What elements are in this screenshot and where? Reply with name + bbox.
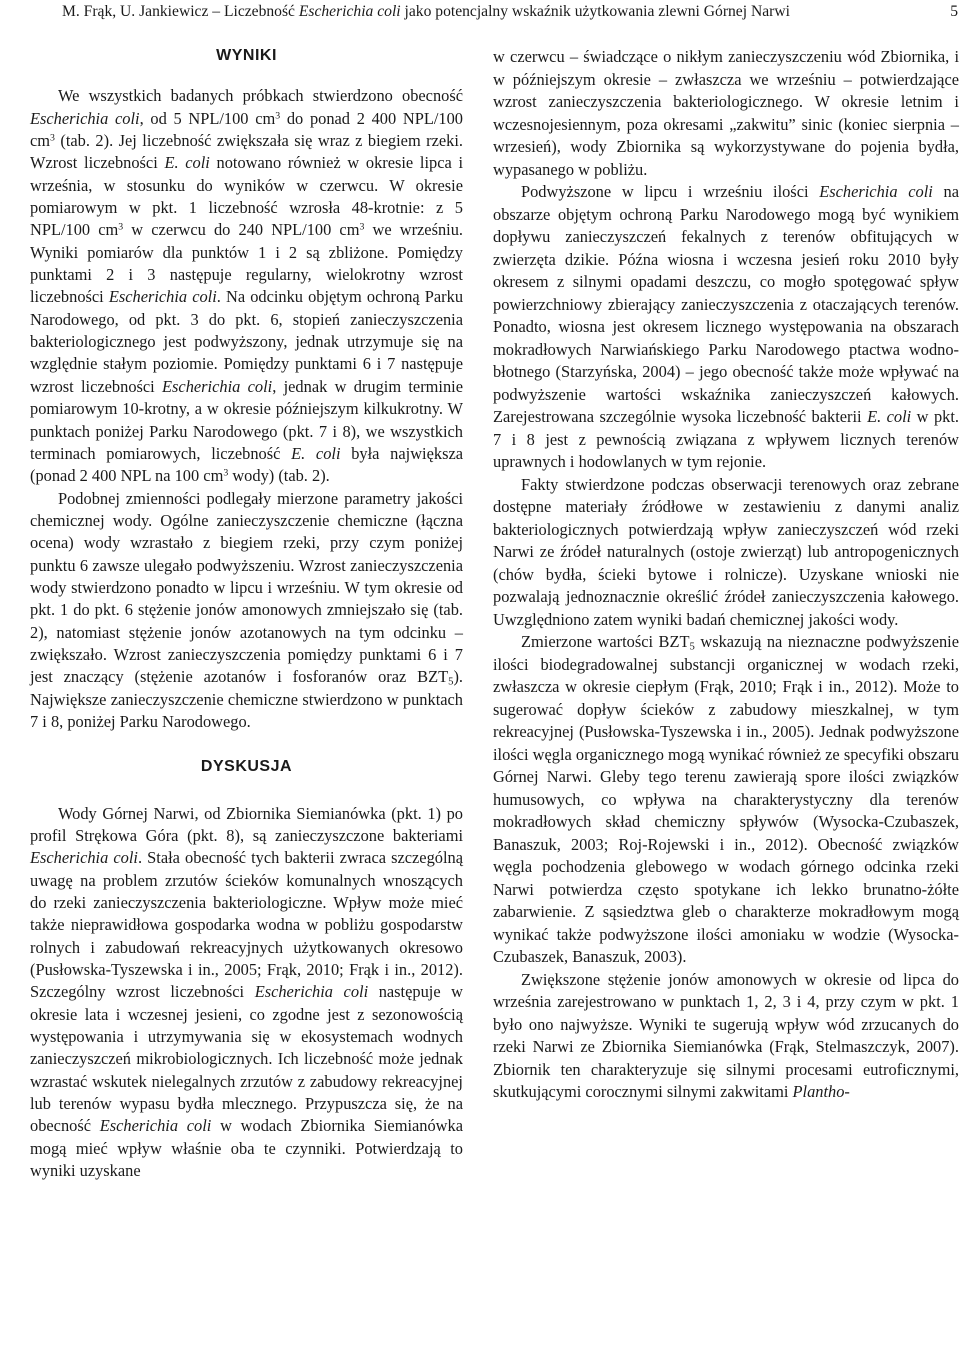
italic-term: Escherichia coli [108,287,217,307]
italic-term: E. coli [164,153,210,173]
italic-term: E. coli [291,443,341,463]
text-run: na obszarze objętym ochroną Parku Narodowego mogą być wynikiem dopływu zanieczyszczeń fekalnych z terenów obfitujących w zwierzęta dzikie. Późna wiosna i wczesna jesień roku 2010 były okresem z silnymi opadami deszczu, co mogło spotęgować spływ powierzchniowy zbierający zanieczyszczenia z otaczających terenów. Ponadto, wiosna jest okresem licznego występowania na obszarach mokradłowych Narwiańskiego Parku Narodowego ptactwa wodno-błotnego (Starzyńska, 2004) – jego obecność także może wpływać na podwyższenie wartości wskaźnika zanieczyszczeń kałowych. Zarejestrowana szczególnie wysoka liczebność bakterii [493,182,959,426]
superscript: 3 [50,132,55,144]
text-run: We wszystkich badanych próbkach stwierdzono obecność [58,86,463,106]
text-run: w czerwcu – świadczące o nikłym zanieczyszczeniu wód Zbiornika, i w późniejszym okresie – zwłaszcza we wrześniu – potwierdzające wzrost zanieczyszczenia bakteriologicznego. W okresie letnim i wczesnojesiennym, poza okresami „zakwitu” sinic (koniec sierpnia – wrzesień), wody Zbiornika są wykorzystywane do pojenia bydła, wypasanego w pobliżu. [493,47,959,179]
italic-term: Escherichia coli [30,108,140,128]
superscript: 3 [118,222,124,233]
section-heading-discussion: DYSKUSJA [200,758,293,776]
italic-term: Escherichia coli [162,376,273,396]
paragraph [30,803,463,1183]
text-run: do ponad 2 400 NPL/100 cm [30,108,464,151]
header-species: Escherichia coli [298,3,401,20]
text-run: (tab. 2). Jej liczebność zwiększała się wraz z biegiem rzeki. Wzrost liczebności [30,131,463,173]
page-number: 5 [950,3,958,20]
header-authors: M. Frąk, U. Jankiewicz – Liczebność [62,3,299,20]
text-run: następuje w okresie lata i wczesnej jesieni, co zgodne jest z sezonowością występowania i utrzymywania się w ekosystemach wodnych zanieczyszczeń mikrobiologicznych. Ich liczebność może jednak wzrastać wskutek nielegalnych zrzutów z zabudowy rekreacyjnej lub terenów wypasu bydła mlecznego. Przypuszcza się, że na obecność [30,982,463,1136]
italic-term: Plantho- [792,1082,850,1101]
text-run: Fakty stwierdzone podczas obserwacji terenowych oraz zebrane dostępne materiały źródłowe w zestawieniu z danymi analiz bakteriologicznych potwierdzają wpływ zanieczyszczeń wód rzeki Narwi ze źródeł naturalnych (ostoje zwierząt) lub antropogenicznych (chów bydła, ścieki bytowe i rolnicze). Uzyskane wnioski nie pozwalają jednoznacznie określić źródeł zanieczyszczenia kałowego. Uwzględniono zatem wyniki badań chemicznej jakości wody. [493,474,959,629]
superscript: 3 [275,110,281,122]
paragraph [493,181,959,474]
text-run: w pkt. 7 i 8 jest z pewnością związana z wpływem licznych terenów uprawnych i hodowlanych w tym rejonie. [493,407,960,471]
text-run: Zwiększone stężenie jonów amonowych w okresie od lipca do września zarejestrowano w punktach 1, 2, 3 i 4, przy czym w pkt. 1 było ono najwyższe. Wyniki te sugerują wpływ wód zrzucanych do rzeki Narwi ze Zbiornika Siemianówka (Frąk, Stelmaszczyk, 2007). Zbiornik ten charakteryzuje się silnymi procesami eutroficznymi, skutkującymi corocznymi silnymi zakwitami [493,969,959,1101]
text-run: Wody Górnej Narwi, od Zbiornika Siemianówka (pkt. 1) po profil Strękowa Góra (pkt. 8), są zanieczyszczone bakteriami [30,803,463,845]
section-heading-results: WYNIKI [216,47,277,64]
text-run: notowano również w okresie lipca i września, w stosunku do wyników w czerwcu. W okresie pomiarowym w pkt. 1 liczebność wzrosła 48-krotnie: z 5 NPL/100 cm [30,153,463,240]
paragraph [493,969,959,1104]
text-run: w wodach Zbiornika Siemianówka mogą mieć wpływ właśnie oba te czynniki. Potwierdzają to wyniki uzyskane [30,1116,463,1181]
running-header [62,2,958,21]
left-column [30,45,463,1183]
text-run: wskazują na nieznaczne podwyższenie ilości biodegradowalnej substancji organicznej w wodach rzeki, zwłaszcza w okresie ciepłym (Frąk, 2010; Frąk i in., 2012). Może to sugerować dopływ ścieków z zabudowy mieszkalnej, w tym rekreacyjnej (Pusłowska-Tyszewska i in., 2005). Jednak podwyższone ilości węgla organicznego mogą wynikać również ze specyfiki obszaru Górnej Narwi. Gleby tego terenu zawierają spore ilości związków humusowych, co wpływa na charakterystyczny dla terenów mokradłowych skład chemiczny spływów (Wysocka-Czubaszek, Banaszuk, 2003; Roj-Rojewski i in., 2012). Obecność związków węgla pochodzenia glebowego w wodach górnego odcinka rzeki Narwi potwierdza często spotykane ich lekko brunatno-żółte zabarwienie. Z sąsiedztwa gleb o charakterze mokradłowym mogą wynikać także podwyższone ilości amoniaku w wodzie (Wysocka-Czubaszek, Banaszuk, 2003). [493,632,960,966]
text-run: . Na odcinku objętym ochroną Parku Narodowego, od pkt. 3 do pkt. 6, stopień zanieczyszczenia bakteriologicznego jest podwyższony, jednak utrzymuje się na względnie stałym poziomie. Pomiędzy punktami 6 i 7 następuje wzrost liczebności [30,287,464,396]
subscript: 5 [448,676,454,688]
italic-term: E. coli [867,407,912,426]
italic-term: Escherichia coli [254,982,369,1002]
text-run: wody) (tab. 2). [228,466,330,486]
text-run: Zmierzone wartości BZT [521,632,690,651]
text-run: , od 5 NPL/100 cm [139,108,276,128]
superscript: 3 [223,467,229,479]
text-run: , jednak w drugim terminie pomiarowym 10-krotny, a w okresie późniejszym kilkukrotny. W punktach poniżej Parku Narodowego (pkt. 7 i 8), we wszystkich terminach pomiarowych, liczebność [30,376,463,463]
paragraph [493,46,959,181]
paragraph [30,85,463,487]
text-run: w czerwcu do 240 NPL/100 cm [123,220,360,240]
text-run: we wrześniu. Wyniki pomiarów dla punktów 1 i 2 są zbliżone. Pomiędzy punktami 2 i 3 następuje regularny, wielokrotny wzrost liczebności [30,220,463,307]
subscript: 5 [689,641,695,653]
paragraph [493,631,959,969]
italic-term: Escherichia coli [99,1116,212,1136]
header-title-rest: jako potencjalny wskaźnik użytkowania zlewni Górnej Narwi [400,3,790,20]
italic-term: Escherichia coli [30,848,138,868]
text-run: ). Największe zanieczyszczenie chemiczne stwierdzono w punktach 7 i 8, poniżej Parku Narodowego. [30,667,463,731]
text-run: Podwyższone w lipcu i wrześniu ilości [521,182,820,201]
paragraph [30,488,463,734]
superscript: 3 [359,222,365,233]
paragraph [493,474,959,632]
italic-term: Escherichia coli [819,182,933,201]
text-run: Podobnej zmienności podlegały mierzone parametry jakości chemicznej wody. Ogólne zanieczyszczenie chemiczne (łączna ocena) wody wzrastało z biegiem rzeki, przy czym poniżej punktu 6 zawsze ulegało podwyższeniu. Wzrost zanieczyszczenia wody stwierdzono ponadto w lipcu i wrześniu. W tym okresie od pkt. 1 do pkt. 6 stężenie jonów amonowych zmniejszało się (tab. 2), natomiast stężenie jonów azotanowych na tym odcinku – zwiększało. Wzrost zanieczyszczenia pomiędzy punktami 6 i 7 jest znaczący (stężenie azotanów i fosforanów oraz BZT [30,488,463,687]
text-run: była największa (ponad 2 400 NPL na 100 cm [30,443,463,486]
text-run: . Stała obecność tych bakterii zwraca szczególną uwagę na problem zrzutów ścieków komunalnych wnoszących do rzeki zanieczyszczenia bakteriologiczne. Wpływ może mieć także nieprawidłowa gospodarka wodna w pobliżu gospodarstw rolnych i zabudowań rekreacyjnych użytkowanych okresowo (Pusłowska-Tyszewska i in., 2005; Frąk, 2010; Frąk i in., 2012). Szczególny wzrost liczebności [30,848,463,1002]
right-column [493,46,959,1104]
